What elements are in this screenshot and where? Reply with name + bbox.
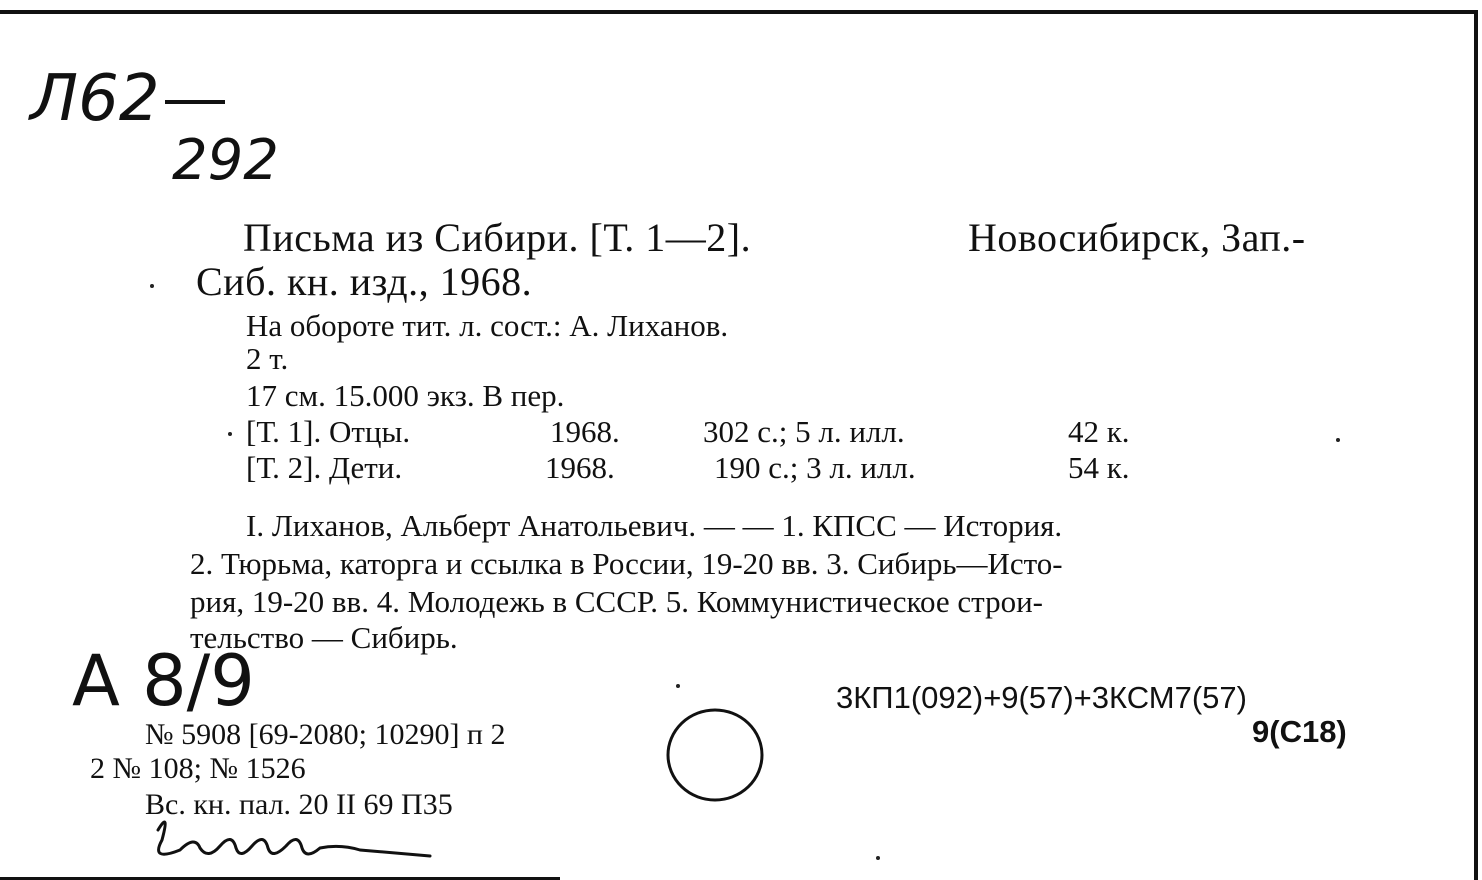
card-top-edge: [0, 10, 1478, 14]
classification-code: 3КП1(092)+9(57)+3КСМ7(57): [836, 680, 1247, 715]
speck: [1336, 438, 1340, 442]
speck: [876, 856, 880, 860]
speck: [676, 684, 680, 688]
handwritten-shelfmark-top: Л62: [30, 62, 160, 136]
classification-code-2: 9(С18): [1252, 714, 1347, 749]
volume-2-title: [Т. 2]. Дети.: [246, 450, 403, 485]
handwritten-shelfmark-bottom: 292: [172, 128, 279, 193]
volume-2-year: 1968.: [545, 450, 615, 485]
compiler-note: На обороте тит. л. сост.: А. Лиханов.: [246, 308, 729, 343]
subject-line-2: 2. Тюрьма, каторга и ссылка в России, 19-20 вв. 3. Сибирь—Исто-: [190, 546, 1063, 581]
circle-stamp-icon: [660, 700, 770, 810]
shelfmark-fraction-bar: [165, 100, 225, 104]
subject-line-3: рия, 19-20 вв. 4. Молодежь в СССР. 5. Коммунистическое строи-: [190, 584, 1043, 619]
volume-count: 2 т.: [246, 341, 289, 376]
publisher-line: Сиб. кн. изд., 1968.: [196, 259, 533, 304]
book-chamber-line: Вс. кн. пал. 20 II 69 П35: [145, 788, 453, 821]
card-right-edge: [1474, 10, 1478, 880]
order-number-2: 2 № 108; № 1526: [90, 752, 306, 785]
handwritten-location: А 8/9: [72, 640, 255, 722]
volume-1-pages: 302 с.; 5 л. илл.: [703, 414, 905, 449]
volume-1-title: [Т. 1]. Отцы.: [246, 414, 411, 449]
volume-1-price: 42 к.: [1068, 414, 1130, 449]
handwritten-signature-icon: [140, 800, 450, 870]
speck: [150, 284, 154, 288]
volume-1-year: 1968.: [550, 414, 620, 449]
order-number: № 5908 [69-2080; 10290] п 2: [145, 718, 506, 751]
volume-2-price: 54 к.: [1068, 450, 1130, 485]
volume-2-pages: 190 с.; 3 л. илл.: [714, 450, 916, 485]
speck: [228, 432, 232, 436]
physical-description: 17 см. 15.000 экз. В пер.: [246, 378, 565, 413]
subject-line-1: I. Лиханов, Альберт Анатольевич. — — 1. КПСС — История.: [246, 508, 1063, 543]
subject-line-4: тельство — Сибирь.: [190, 620, 458, 655]
title-text: Письма из Сибири. [Т. 1—2].: [243, 215, 752, 260]
publication-place: Новосибирск, Зап.-: [968, 215, 1306, 260]
